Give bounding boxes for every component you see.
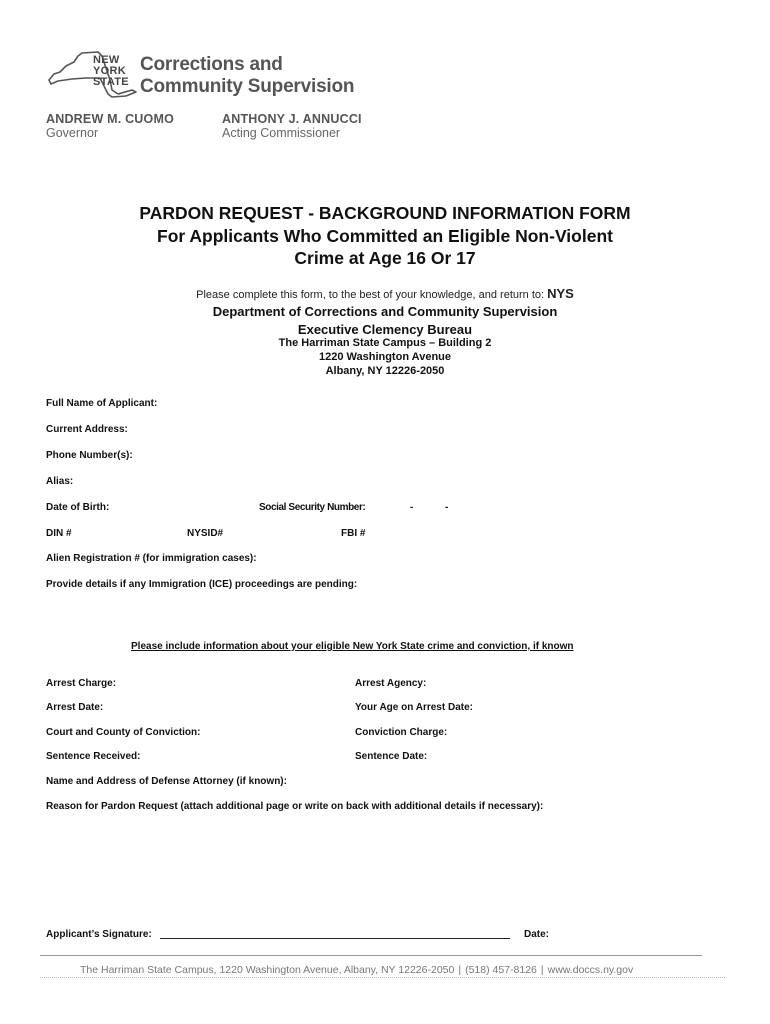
fbi-label: FBI # [341, 528, 366, 539]
crime-info-notice: Please include information about your eligible New York State crime and conviction, if known [131, 641, 574, 652]
governor-name: ANDREW M. CUOMO [46, 112, 174, 126]
footer-separator: | [540, 964, 544, 976]
return-address-line-1: The Harriman State Campus – Building 2 [278, 337, 492, 349]
alien-registration-label: Alien Registration # (for immigration cases): [46, 553, 257, 564]
governor-block [46, 112, 174, 140]
logo-agency-name [140, 54, 354, 98]
return-org-line-1: Department of Corrections and Community Supervision [212, 304, 558, 319]
signature-date-label: Date: [524, 929, 550, 940]
ssn-label: Social Security Number: [259, 502, 366, 513]
return-address-line-3: Albany, NY 12226-2050 [325, 365, 445, 377]
dob-label: Date of Birth: [46, 502, 110, 513]
return-instruction [0, 286, 770, 301]
signature-label: Applicant’s Signature: [46, 929, 152, 940]
arrest-date-label: Arrest Date: [46, 702, 104, 713]
logo-agency-line: Community Supervision [140, 76, 355, 97]
commissioner-name: ANTHONY J. ANNUCCI [222, 112, 362, 126]
ssn-dash: - [445, 502, 449, 513]
logo-agency-line: Corrections and [140, 54, 283, 75]
commissioner-block [222, 112, 362, 140]
ice-proceedings-label: Provide details if any Immigration (ICE) proceedings are pending: [46, 579, 358, 590]
footer-contact [80, 964, 633, 976]
phone-label: Phone Number(s): [46, 450, 133, 461]
logo-state-line: STATE [93, 76, 129, 88]
return-org-lead: NYS [547, 286, 574, 301]
footer-phone: (518) 457-8126 [465, 964, 537, 976]
arrest-charge-label: Arrest Charge: [46, 678, 117, 689]
age-on-arrest-label: Your Age on Arrest Date: [355, 702, 473, 713]
governor-title: Governor [46, 126, 99, 140]
current-address-label: Current Address: [46, 424, 128, 435]
ssn-dash: - [410, 502, 414, 513]
commissioner-title: Acting Commissioner [222, 126, 341, 140]
footer-divider [40, 955, 702, 956]
footer-website: www.doccs.ny.gov [547, 964, 634, 976]
form-title-line-1: PARDON REQUEST - BACKGROUND INFORMATION FORM [139, 203, 631, 223]
alias-label: Alias: [46, 476, 74, 487]
sentence-date-label: Sentence Date: [355, 751, 428, 762]
court-county-label: Court and County of Conviction: [46, 727, 201, 738]
form-title-line-2: For Applicants Who Committed an Eligible Non-Violent [157, 226, 613, 246]
sentence-received-label: Sentence Received: [46, 751, 141, 762]
footer-dotted-rule [40, 977, 725, 978]
arrest-agency-label: Arrest Agency: [355, 678, 427, 689]
signature-line[interactable] [160, 938, 510, 939]
footer-address: The Harriman State Campus, 1220 Washington Avenue, Albany, NY 12226-2050 [80, 964, 455, 976]
conviction-charge-label: Conviction Charge: [355, 727, 448, 738]
pardon-reason-label: Reason for Pardon Request (attach additional page or write on back with additional details if necessary): [46, 801, 544, 812]
logo-state-name [93, 55, 129, 88]
return-org-line-2: Executive Clemency Bureau [297, 322, 473, 337]
form-title-line-3: Crime at Age 16 Or 17 [294, 248, 476, 268]
full-name-label: Full Name of Applicant: [46, 398, 158, 409]
return-instruction-text: Please complete this form, to the best of your knowledge, and return to: [196, 289, 545, 301]
footer-separator: | [458, 964, 462, 976]
logo-state-line: YORK [93, 65, 126, 77]
defense-attorney-label: Name and Address of Defense Attorney (if known): [46, 776, 287, 787]
logo-state-line: NEW [93, 54, 120, 66]
din-label: DIN # [46, 528, 72, 539]
nysid-label: NYSID# [187, 528, 224, 539]
return-address-line-2: 1220 Washington Avenue [318, 351, 452, 363]
